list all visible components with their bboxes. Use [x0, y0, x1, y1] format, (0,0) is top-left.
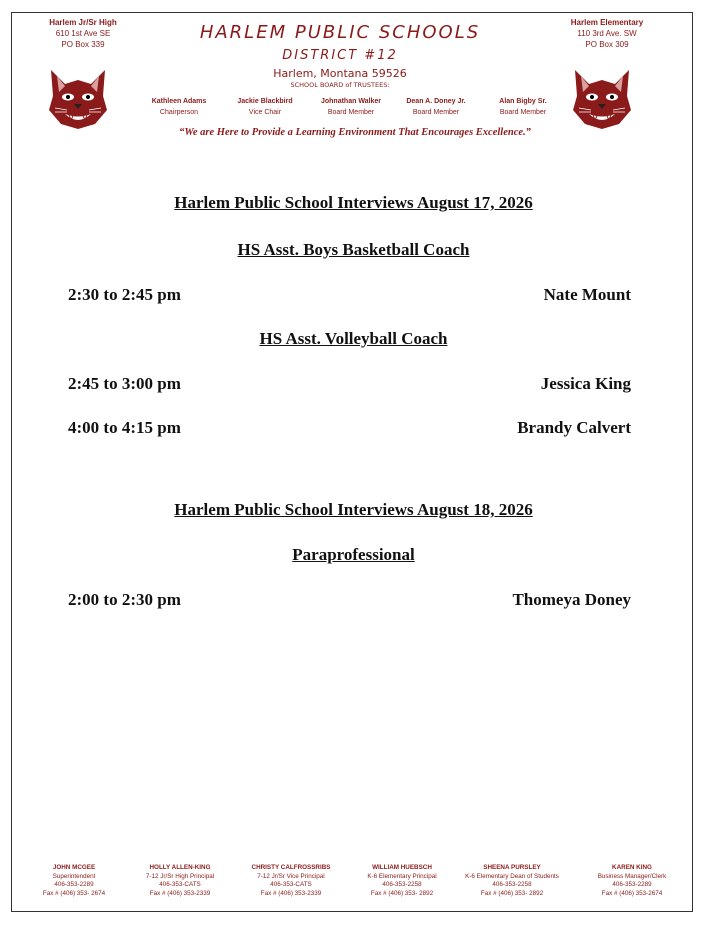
- staff-fax: Fax # (406) 353- 2674: [42, 889, 106, 897]
- trustee-name: Johnathan Walker: [320, 98, 382, 105]
- slot-time: 2:30 to 2:45 pm: [68, 285, 181, 304]
- staff-contact: [121, 864, 239, 898]
- staff-phone: 406-353-2258: [382, 881, 422, 889]
- trustee-item: [393, 96, 479, 118]
- right-school-box: PO Box 309: [585, 40, 629, 49]
- board-title: SCHOOL BOARD of TRUSTEES:: [290, 81, 390, 89]
- left-school-address: [28, 17, 138, 50]
- staff-name: SHEENA PURSLEY: [483, 864, 541, 871]
- right-school-street: 110 3rd Ave. SW: [577, 29, 637, 38]
- staff-title: Superintendent: [52, 872, 96, 880]
- right-school-name: Harlem Elementary: [570, 18, 644, 27]
- staff-title: K-6 Elementary Dean of Students: [465, 872, 559, 880]
- staff-name: JOHN MCGEE: [52, 864, 96, 871]
- staff-name: KAREN KING: [612, 864, 652, 871]
- staff-fax: Fax # (406) 353- 2892: [480, 889, 544, 897]
- district-motto: “We are Here to Provide a Learning Environment That Encourages Excellence.”: [179, 127, 531, 138]
- staff-title: 7-12 Jr/Sr High Principal: [145, 872, 215, 880]
- page-border: [11, 12, 693, 912]
- staff-phone: 406-353-2289: [612, 881, 652, 889]
- district-city: Harlem, Montana 59526: [273, 67, 407, 80]
- letterhead-center: [130, 22, 550, 90]
- day1-heading: Harlem Public School Interviews August 17, 2026: [174, 193, 533, 212]
- staff-fax: Fax # (406) 353- 2892: [370, 889, 434, 897]
- candidate-name: Thomeya Doney: [512, 590, 631, 609]
- staff-fax: Fax # (406) 353-2339: [260, 889, 322, 897]
- staff-contact: [232, 864, 350, 898]
- slot-time: 2:00 to 2:30 pm: [68, 590, 181, 609]
- staff-name: WILLIAM HUEBSCH: [372, 864, 432, 871]
- wildcat-head-icon: [569, 66, 635, 130]
- slot-time: 2:45 to 3:00 pm: [68, 374, 181, 393]
- trustee-name: Jackie Blackbird: [237, 98, 293, 105]
- district-title: HARLEM PUBLIC SCHOOLS: [199, 22, 481, 43]
- wildcat-head-icon: [45, 66, 111, 130]
- slot-time: 4:00 to 4:15 pm: [68, 418, 181, 437]
- staff-title: Business Manager/Clerk: [597, 872, 667, 880]
- candidate-name: Jessica King: [540, 374, 631, 393]
- position-heading-paraprofessional: Paraprofessional: [292, 545, 415, 564]
- position-heading-basketball: HS Asst. Boys Basketball Coach: [237, 240, 470, 259]
- staff-contact: [343, 864, 461, 898]
- trustee-name: Alan Bigby Sr.: [499, 98, 547, 105]
- staff-fax: Fax # (406) 353-2339: [149, 889, 211, 897]
- position-heading-volleyball: HS Asst. Volleyball Coach: [259, 329, 448, 348]
- left-school-street: 610 1st Ave SE: [55, 29, 111, 38]
- left-school-name: Harlem Jr/Sr High: [49, 18, 117, 27]
- staff-phone: 406-353-2258: [492, 881, 532, 889]
- trustee-role: Chairperson: [159, 109, 199, 116]
- trustee-item: [136, 96, 222, 118]
- staff-title: 7-12 Jr/Sr Vice Principal: [257, 872, 325, 880]
- trustee-name: Kathleen Adams: [151, 98, 207, 105]
- staff-contact: [453, 864, 571, 898]
- trustee-item: [222, 96, 308, 118]
- staff-title: K-6 Elementary Principal: [367, 872, 437, 880]
- trustee-role: Board Member: [499, 109, 547, 116]
- right-school-address: [552, 17, 662, 50]
- staff-name: HOLLY ALLEN-KING: [149, 864, 211, 871]
- district-number: DISTRICT #12: [282, 48, 398, 63]
- staff-fax: Fax # (406) 353-2674: [601, 889, 663, 897]
- footer-staff: [15, 864, 690, 904]
- staff-phone: 406-353-CATS: [159, 881, 201, 889]
- left-school-box: PO Box 339: [61, 40, 105, 49]
- staff-phone: 406-353-CATS: [270, 881, 312, 889]
- day2-heading: Harlem Public School Interviews August 18, 2026: [174, 500, 533, 519]
- staff-phone: 406-353-2289: [54, 881, 94, 889]
- candidate-name: Brandy Calvert: [517, 418, 631, 437]
- trustee-list: [142, 96, 562, 120]
- staff-name: CHRISTY CALFROSSRIBS: [251, 864, 331, 871]
- trustee-role: Board Member: [327, 109, 375, 116]
- trustee-name: Dean A. Doney Jr.: [406, 98, 466, 105]
- trustee-item: [308, 96, 394, 118]
- trustee-item: [480, 96, 566, 118]
- trustee-role: Board Member: [412, 109, 460, 116]
- staff-contact: [15, 864, 133, 898]
- candidate-name: Nate Mount: [543, 285, 631, 304]
- trustee-role: Vice Chair: [248, 109, 282, 116]
- staff-contact: [573, 864, 691, 898]
